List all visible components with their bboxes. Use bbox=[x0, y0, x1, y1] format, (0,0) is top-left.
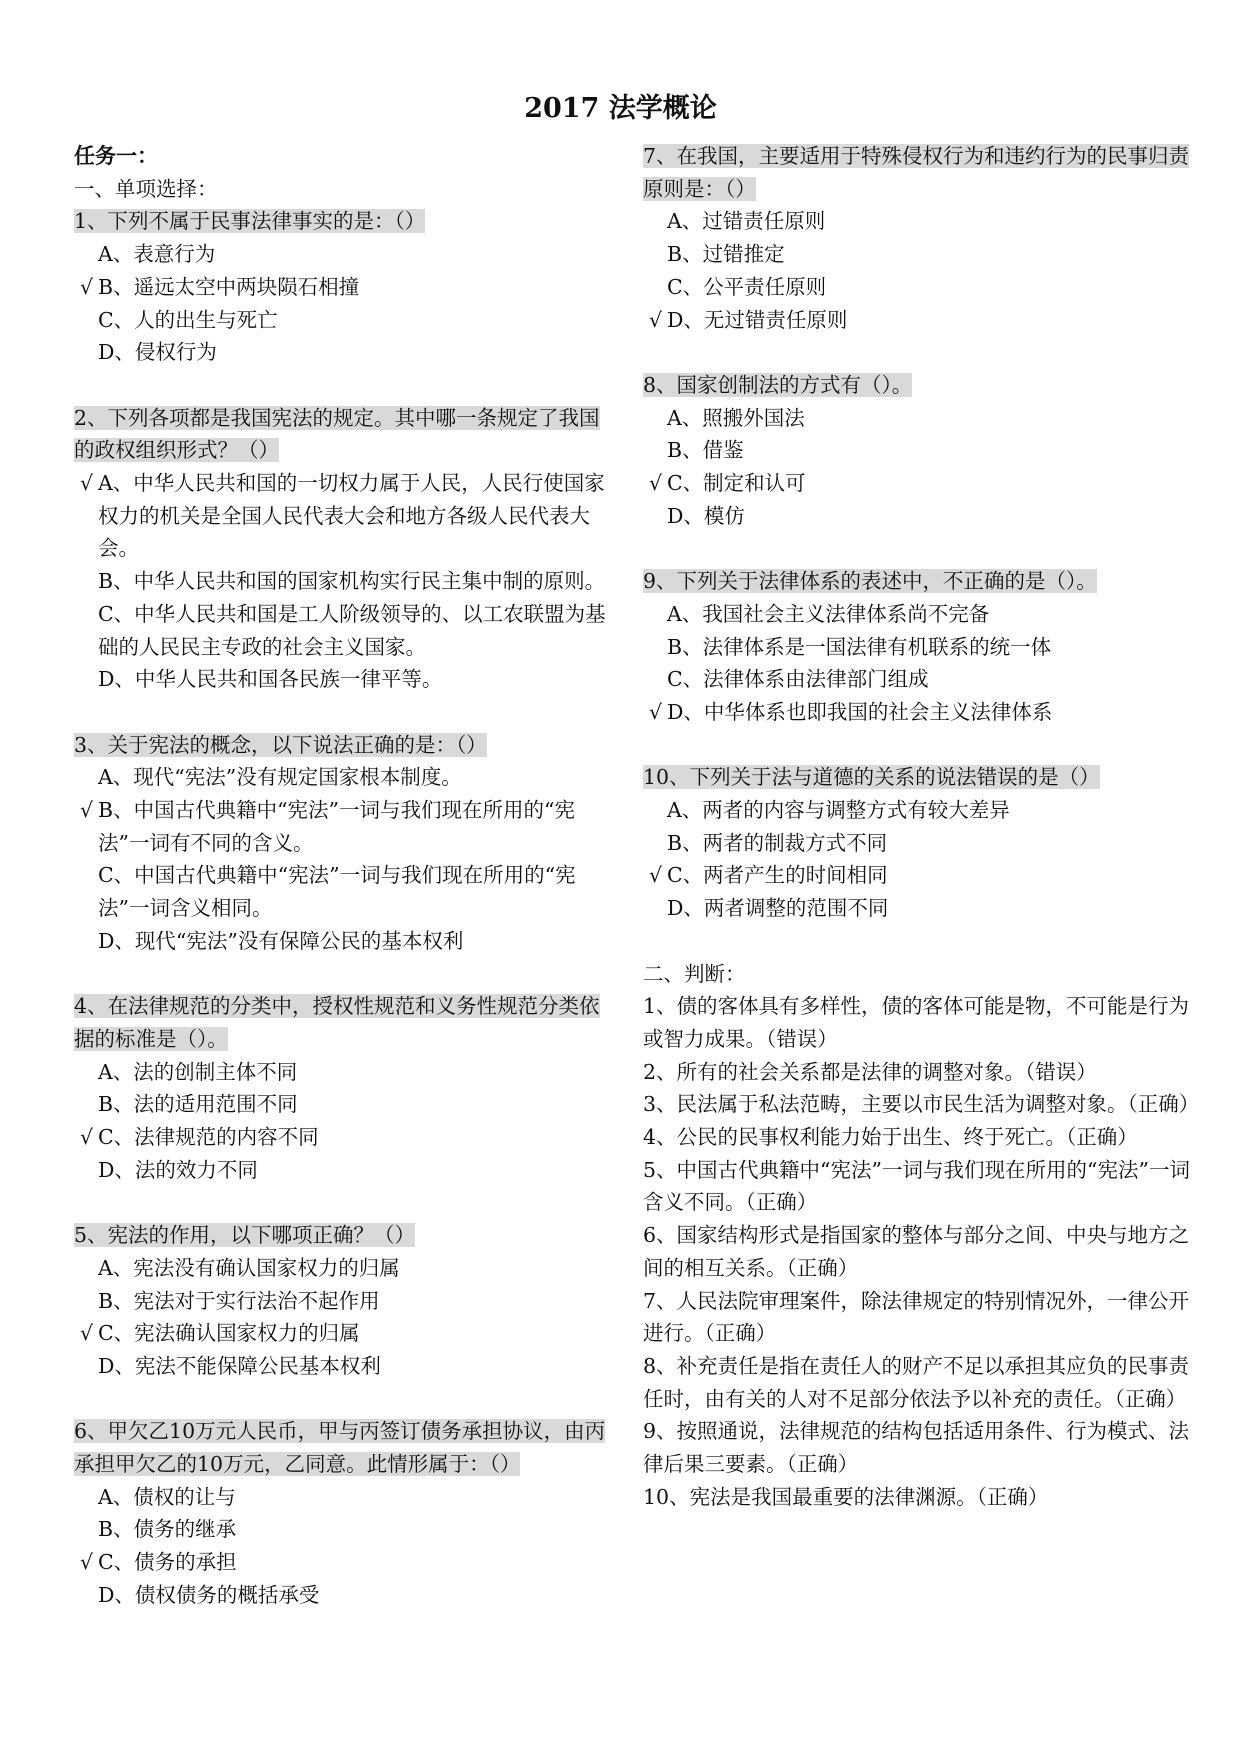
option-item bbox=[643, 663, 1193, 696]
option-text: A、法的创制主体不同 bbox=[98, 1059, 298, 1084]
question-stem: 6、甲欠乙10万元人民币，甲与丙签订债务承担协议，由丙承担甲欠乙的10万元，乙同意。此情形属于：（） bbox=[74, 1419, 606, 1477]
check-mark-icon: √ bbox=[80, 471, 94, 496]
option-item bbox=[643, 271, 1193, 304]
option-text: D、两者调整的范围不同 bbox=[667, 896, 889, 921]
option-item bbox=[74, 1252, 606, 1285]
option-text: B、两者的制裁方式不同 bbox=[667, 830, 888, 855]
question-stem: 2、下列各项都是我国宪法的规定。其中哪一条规定了我国的政权组织形式？（） bbox=[74, 405, 600, 463]
question-block bbox=[74, 1219, 606, 1383]
option-item bbox=[74, 1317, 606, 1350]
option-text: D、无过错责任原则 bbox=[667, 307, 848, 332]
question-gap bbox=[74, 696, 606, 729]
question-block bbox=[74, 1415, 606, 1611]
option-item bbox=[74, 1513, 606, 1546]
question-stem: 5、宪法的作用，以下哪项正确？（） bbox=[74, 1223, 416, 1248]
option-item bbox=[74, 1088, 606, 1121]
option-text: A、我国社会主义法律体系尚不完备 bbox=[667, 601, 990, 626]
question-block bbox=[643, 761, 1193, 925]
option-text: D、侵权行为 bbox=[98, 340, 217, 365]
option-text: D、债权债务的概括承受 bbox=[98, 1582, 320, 1607]
option-text: B、遥远太空中两块陨石相撞 bbox=[98, 274, 360, 299]
right-question-list bbox=[643, 140, 1193, 925]
option-text: C、公平责任原则 bbox=[667, 274, 827, 299]
option-item bbox=[74, 1285, 606, 1318]
check-mark-icon: √ bbox=[80, 1125, 94, 1150]
option-item bbox=[643, 631, 1193, 664]
option-text: C、中华人民共和国是工人阶级领导的、以工农联盟为基础的人民民主专政的社会主义国家。 bbox=[98, 601, 606, 659]
option-text: B、法律体系是一国法律有机联系的统一体 bbox=[667, 634, 1052, 659]
option-item bbox=[74, 1579, 606, 1612]
judgment-item: 6、国家结构形式是指国家的整体与部分之间、中央与地方之间的相互关系。（正确） bbox=[643, 1223, 1190, 1280]
option-text: D、模仿 bbox=[667, 503, 745, 528]
judgment-item: 8、补充责任是指在责任人的财产不足以承担其应负的民事责任时，由有关的人对不足部分依法予以补充的责任。（正确） bbox=[643, 1353, 1190, 1411]
option-text: D、现代“宪法”没有保障公民的基本权利 bbox=[98, 928, 464, 953]
check-mark-icon: √ bbox=[80, 1321, 94, 1346]
judgment-item: 2、所有的社会关系都是法律的调整对象。（错误） bbox=[643, 1059, 1097, 1084]
option-text: A、两者的内容与调整方式有较大差异 bbox=[667, 798, 1010, 823]
left-question-list bbox=[74, 205, 606, 1611]
option-text: A、中华人民共和国的一切权力属于人民，人民行使国家权力的机关是全国人民代表大会和地方各级人民代表大会。 bbox=[98, 471, 605, 561]
question-gap bbox=[74, 958, 606, 991]
question-block bbox=[643, 565, 1193, 729]
check-mark-icon: √ bbox=[80, 798, 94, 823]
question-block bbox=[643, 369, 1193, 533]
option-item bbox=[74, 238, 606, 271]
judgment-item: 10、宪法是我国最重要的法律渊源。（正确） bbox=[643, 1484, 1049, 1509]
judgment-item: 7、人民法院审理案件，除法律规定的特别情况外，一律公开进行。（正确） bbox=[643, 1288, 1190, 1346]
option-text: C、法律规范的内容不同 bbox=[98, 1125, 319, 1150]
question-stem: 3、关于宪法的概念，以下说法正确的是：（） bbox=[74, 732, 487, 757]
option-text: D、宪法不能保障公民基本权利 bbox=[98, 1353, 381, 1378]
option-text: B、中华人民共和国的国家机构实行民主集中制的原则。 bbox=[98, 569, 606, 594]
judgment-item: 5、中国古代典籍中“宪法”一词与我们现在所用的“宪法”一词含义不同。（正确） bbox=[643, 1157, 1190, 1215]
question-block bbox=[74, 402, 606, 696]
option-item bbox=[643, 500, 1193, 533]
judgment-item: 3、民法属于私法范畴，主要以市民生活为调整对象。（正确） bbox=[643, 1092, 1200, 1117]
question-gap bbox=[643, 729, 1193, 762]
judgment-item: 9、按照通说，法律规范的结构包括适用条件、行为模式、法律后果三要素。（正确） bbox=[643, 1419, 1190, 1477]
option-item bbox=[74, 304, 606, 337]
judgment-item: 4、公民的民事权利能力始于出生、终于死亡。（正确） bbox=[643, 1125, 1138, 1150]
option-text: B、法的适用范围不同 bbox=[98, 1092, 298, 1117]
question-stem: 4、在法律规范的分类中，授权性规范和义务性规范分类依据的标准是（）。 bbox=[74, 994, 600, 1051]
option-item bbox=[74, 1350, 606, 1383]
option-text: C、宪法确认国家权力的归属 bbox=[98, 1321, 360, 1346]
check-mark-icon: √ bbox=[80, 274, 94, 299]
question-gap bbox=[643, 336, 1193, 369]
check-mark-icon: √ bbox=[649, 307, 663, 332]
question-stem: 9、下列关于法律体系的表述中，不正确的是（）。 bbox=[643, 569, 1097, 594]
option-text: A、宪法没有确认国家权力的归属 bbox=[98, 1255, 400, 1280]
option-text: C、中国古代典籍中“宪法”一词与我们现在所用的“宪法”一词含义相同。 bbox=[98, 863, 576, 921]
option-item bbox=[74, 1154, 606, 1187]
option-text: C、两者产生的时间相同 bbox=[667, 863, 888, 888]
option-text: B、债务的继承 bbox=[98, 1517, 237, 1542]
option-text: A、表意行为 bbox=[98, 242, 216, 267]
question-block bbox=[643, 140, 1193, 336]
question-block bbox=[74, 729, 606, 958]
question-gap bbox=[74, 369, 606, 402]
option-item bbox=[74, 1546, 606, 1579]
option-text: C、制定和认可 bbox=[667, 471, 806, 496]
option-item bbox=[643, 402, 1193, 435]
question-block bbox=[74, 205, 606, 369]
spacer bbox=[643, 925, 1193, 958]
option-item bbox=[74, 598, 606, 663]
option-item bbox=[643, 696, 1193, 729]
option-text: C、人的出生与死亡 bbox=[98, 307, 278, 332]
option-text: D、法的效力不同 bbox=[98, 1157, 258, 1182]
option-item bbox=[643, 827, 1193, 860]
option-item bbox=[643, 859, 1193, 892]
option-text: B、过错推定 bbox=[667, 242, 785, 267]
question-stem: 7、在我国，主要适用于特殊侵权行为和违约行为的民事归责原则是：（） bbox=[643, 144, 1190, 201]
check-mark-icon: √ bbox=[649, 863, 663, 888]
check-mark-icon: √ bbox=[649, 699, 663, 724]
option-item bbox=[643, 434, 1193, 467]
option-item bbox=[74, 271, 606, 304]
option-item bbox=[643, 598, 1193, 631]
option-item bbox=[643, 304, 1193, 337]
check-mark-icon: √ bbox=[649, 471, 663, 496]
option-item bbox=[74, 336, 606, 369]
option-text: D、中华人民共和国各民族一律平等。 bbox=[98, 667, 443, 692]
option-item bbox=[643, 205, 1193, 238]
option-text: A、过错责任原则 bbox=[667, 209, 826, 234]
option-text: D、中华体系也即我国的社会主义法律体系 bbox=[667, 699, 1053, 724]
option-item bbox=[74, 467, 606, 565]
option-text: C、法律体系由法律部门组成 bbox=[667, 667, 929, 692]
question-gap bbox=[74, 1186, 606, 1219]
option-text: B、宪法对于实行法治不起作用 bbox=[98, 1288, 380, 1313]
option-item bbox=[74, 1121, 606, 1154]
question-gap bbox=[643, 532, 1193, 565]
section-judgment: 二、判断： bbox=[643, 961, 746, 986]
option-item bbox=[74, 663, 606, 696]
option-text: B、中国古代典籍中“宪法”一词与我们现在所用的“宪法”一词有不同的含义。 bbox=[98, 798, 576, 855]
option-item bbox=[74, 859, 606, 924]
option-item bbox=[643, 467, 1193, 500]
option-item bbox=[643, 238, 1193, 271]
left-column bbox=[74, 140, 606, 1612]
option-item bbox=[643, 794, 1193, 827]
question-gap bbox=[74, 1383, 606, 1416]
option-text: B、借鉴 bbox=[667, 438, 744, 463]
judgment-item: 1、债的客体具有多样性，债的客体可能是物，不可能是行为或智力成果。（错误） bbox=[643, 994, 1190, 1051]
page-title: 2017 法学概论 bbox=[524, 93, 717, 124]
judgment-list bbox=[643, 990, 1200, 1513]
option-item bbox=[643, 892, 1193, 925]
question-stem: 10、下列关于法与道德的关系的说法错误的是（） bbox=[643, 765, 1100, 790]
option-text: A、现代“宪法”没有规定国家根本制度。 bbox=[98, 765, 462, 790]
option-text: A、债权的让与 bbox=[98, 1484, 236, 1509]
check-mark-icon: √ bbox=[80, 1550, 94, 1575]
option-item bbox=[74, 761, 606, 794]
question-stem: 1、下列不属于民事法律事实的是：（） bbox=[74, 209, 426, 234]
option-item bbox=[74, 925, 606, 958]
option-item bbox=[74, 1056, 606, 1089]
option-item bbox=[74, 565, 606, 598]
task-heading: 任务一： bbox=[74, 143, 158, 168]
right-column bbox=[643, 140, 1200, 1513]
option-text: C、债务的承担 bbox=[98, 1550, 237, 1575]
section-single-choice: 一、单项选择： bbox=[74, 176, 218, 201]
option-item bbox=[74, 1481, 606, 1514]
question-block bbox=[74, 990, 606, 1186]
option-text: A、照搬外国法 bbox=[667, 405, 805, 430]
option-item bbox=[74, 794, 606, 859]
question-stem: 8、国家创制法的方式有（）。 bbox=[643, 372, 913, 397]
